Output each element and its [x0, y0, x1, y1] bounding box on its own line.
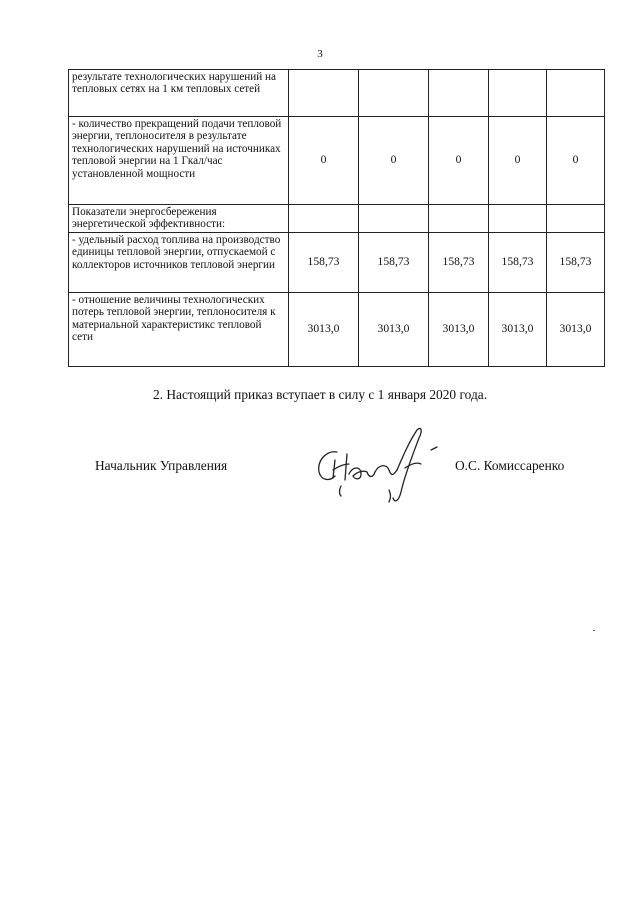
signer-name: О.С. Комиссаренко — [455, 458, 565, 473]
table-cell: 3013,0 — [429, 293, 489, 367]
table-row — [69, 205, 605, 233]
handwritten-signature — [305, 420, 455, 510]
table-cell — [289, 205, 359, 233]
signer-title: Начальник Управления — [95, 458, 228, 473]
table-cell — [429, 70, 489, 117]
table-row — [69, 117, 605, 205]
table-cell: 3013,0 — [489, 293, 547, 367]
row-label: - удельный расход топлива на производство единицы тепловой энергии, отпускаемой с коллекторов источников тепловой энергии — [69, 233, 289, 293]
table-cell — [359, 70, 429, 117]
order-clause: 2. Настоящий приказ вступает в силу с 1 января 2020 года. — [152, 387, 488, 402]
row-label: - количество прекращений подачи тепловой энергии, теплоносителя в результате технологических нарушений на источниках тепловой энергии на 1 Гкал/час установленной мощности — [69, 117, 289, 205]
row-label: результате технологических нарушений на тепловых сетях на 1 км тепловых сетей — [69, 70, 289, 117]
table-cell: 0 — [489, 117, 547, 205]
table-cell: 0 — [429, 117, 489, 205]
table-cell — [547, 205, 605, 233]
table-cell: 158,73 — [489, 233, 547, 293]
row-label: - отношение величины технологических потерь тепловой энергии, теплоносителя к материальной характеристикс тепловой сети — [69, 293, 289, 367]
row-label: Показатели энергосбережения энергетической эффективности: — [69, 205, 289, 233]
indicators-table — [68, 69, 605, 367]
table-cell: 0 — [547, 117, 605, 205]
table-cell: 158,73 — [289, 233, 359, 293]
table-cell: 158,73 — [547, 233, 605, 293]
table-cell: 3013,0 — [289, 293, 359, 367]
table-row — [69, 70, 605, 117]
page-number: 3 — [317, 48, 323, 60]
table-cell — [359, 205, 429, 233]
table-cell: 0 — [289, 117, 359, 205]
table-cell — [489, 205, 547, 233]
table-cell — [489, 70, 547, 117]
table-cell — [289, 70, 359, 117]
table-cell: 0 — [359, 117, 429, 205]
table-cell: 3013,0 — [359, 293, 429, 367]
scan-artifact — [593, 630, 595, 631]
table-cell: 158,73 — [429, 233, 489, 293]
table-cell — [429, 205, 489, 233]
table-row — [69, 233, 605, 293]
table-row — [69, 293, 605, 367]
table-cell: 158,73 — [359, 233, 429, 293]
table-cell — [547, 70, 605, 117]
table-cell: 3013,0 — [547, 293, 605, 367]
